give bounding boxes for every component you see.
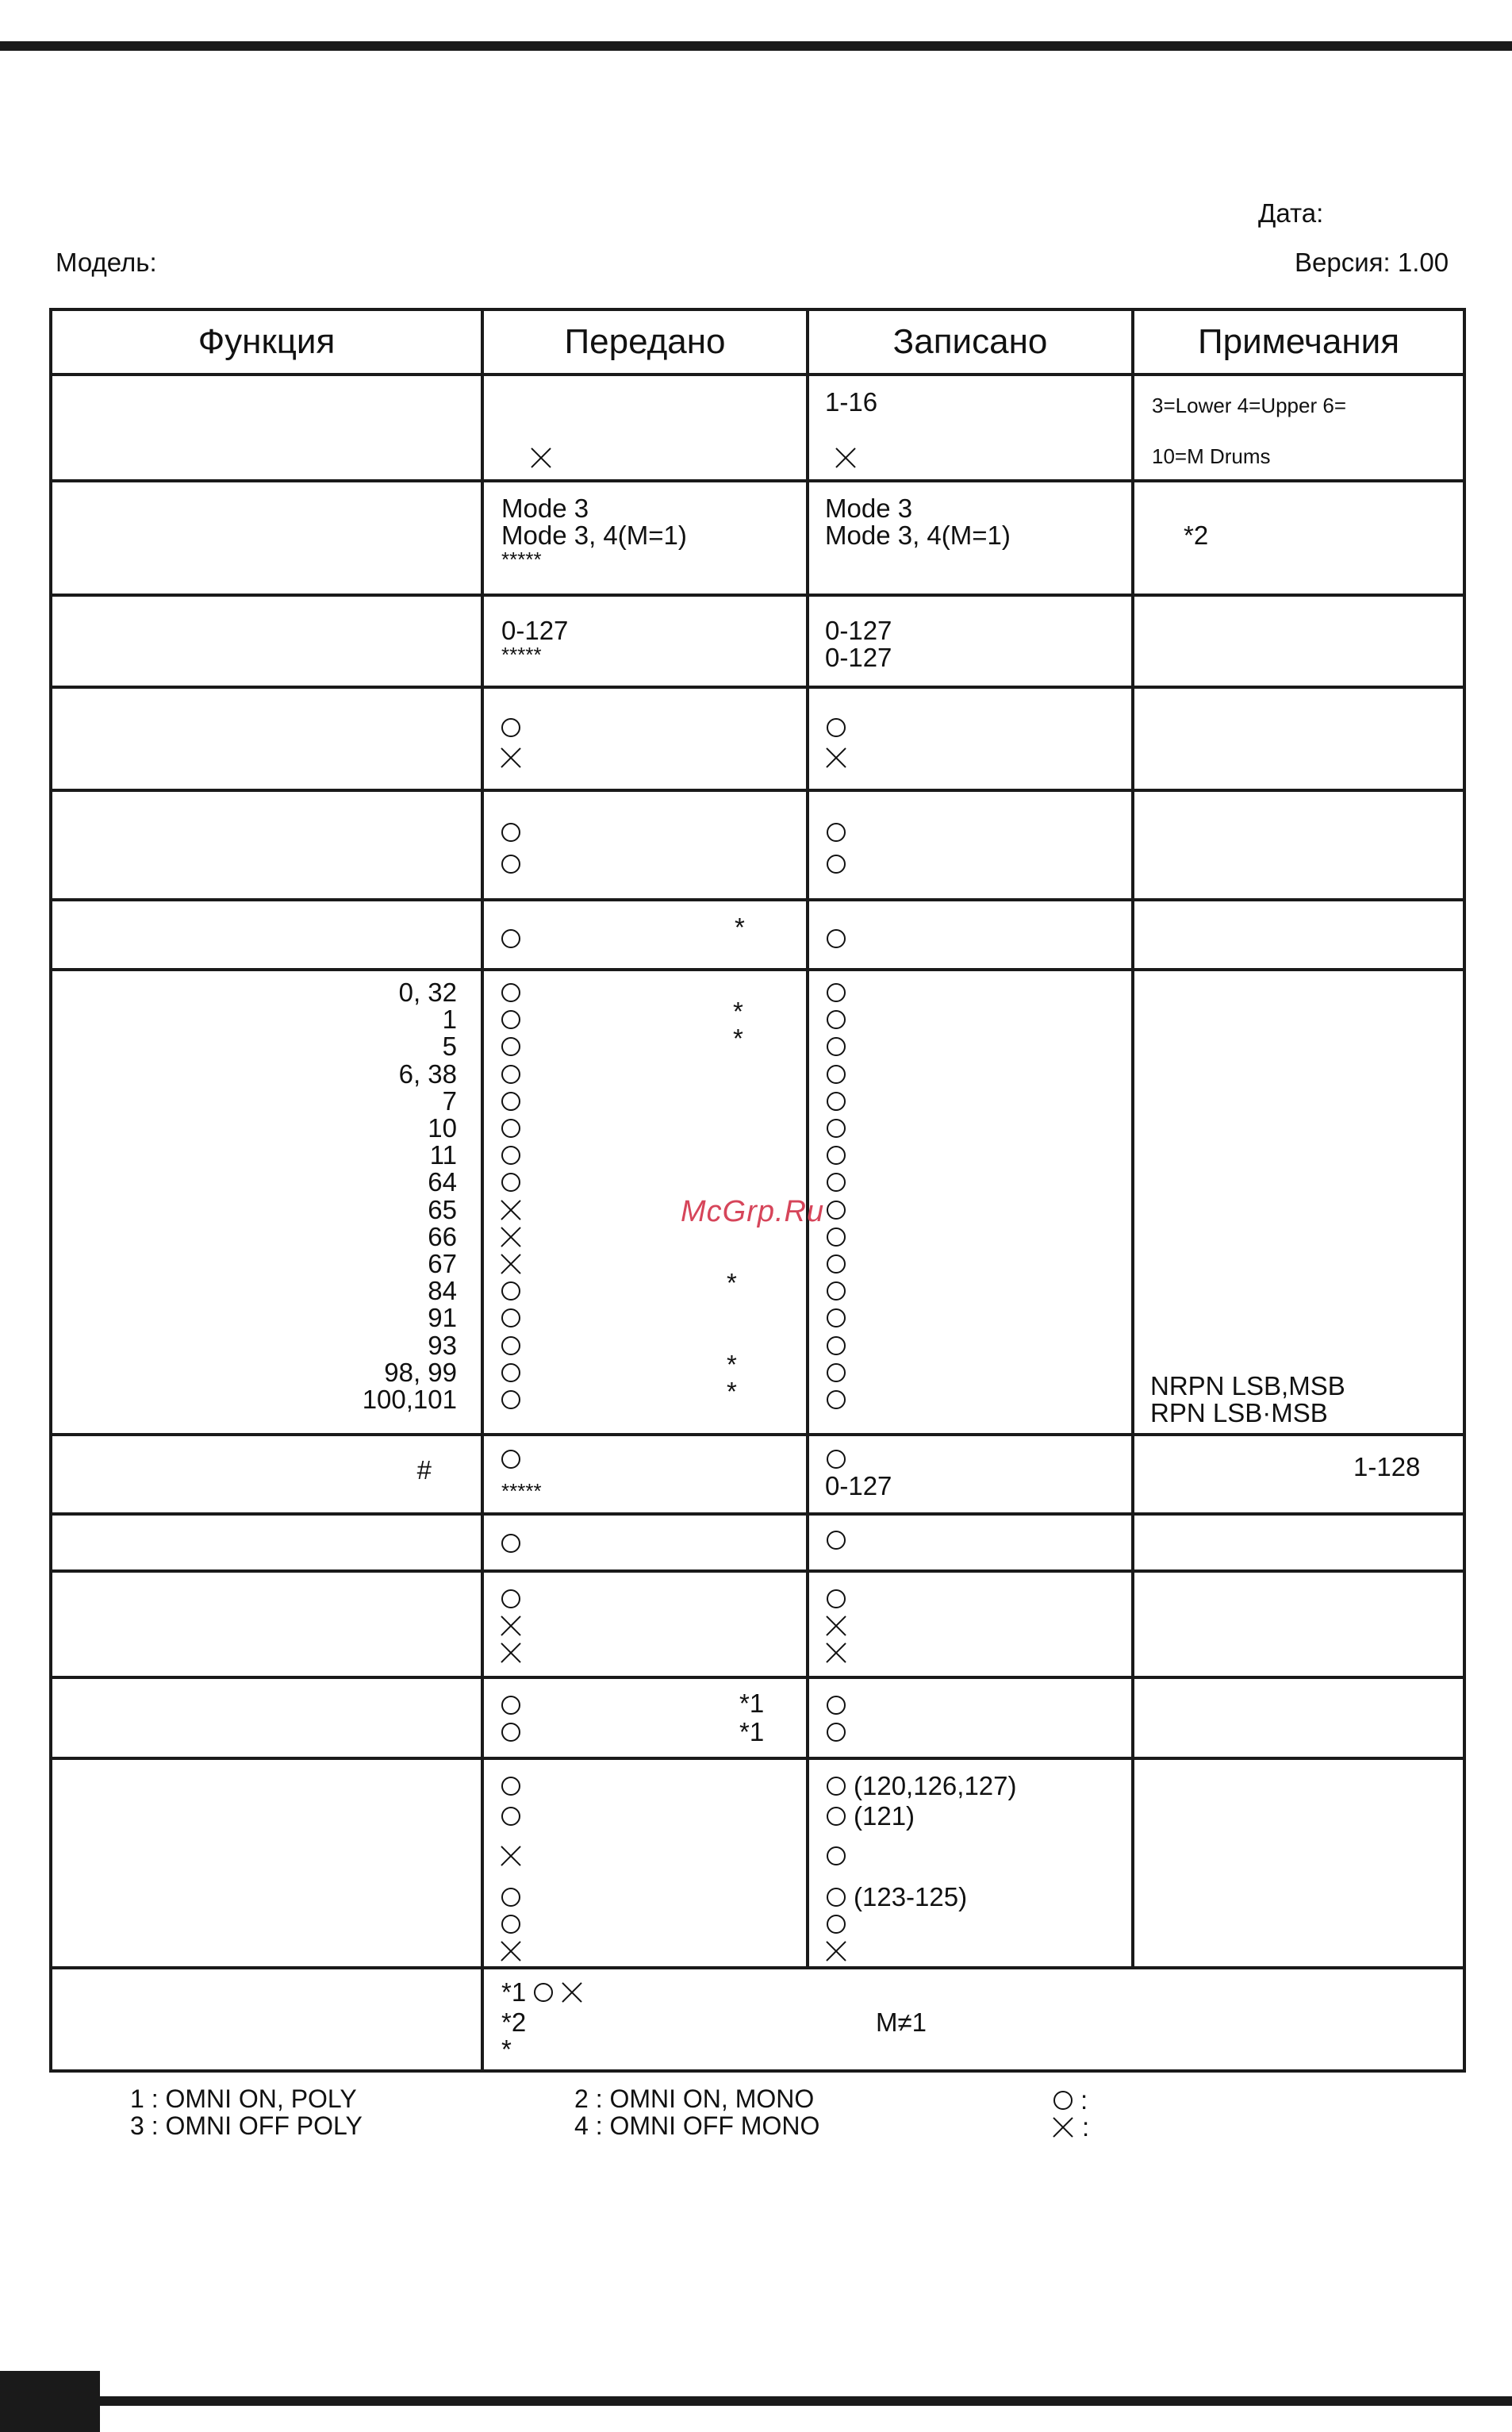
cross-icon	[561, 1981, 583, 2004]
function-cell	[51, 1514, 482, 1571]
date-label: Дата:	[1258, 198, 1324, 228]
circle-icon	[1053, 2091, 1073, 2110]
recognized-cell	[808, 1758, 1133, 1968]
recognized-cell	[808, 1571, 1133, 1677]
transmitted-value: 0-127	[501, 616, 569, 645]
cross-icon	[500, 1940, 522, 1962]
recognized-value: Mode 3, 4(M=1)	[825, 521, 1011, 550]
cross-icon	[500, 1253, 522, 1275]
recognized-value: (120,126,127)	[854, 1771, 1017, 1800]
circle-icon	[501, 1777, 520, 1796]
recognized-value: 1-16	[825, 387, 878, 417]
legend-yes-label: :	[1080, 2085, 1088, 2115]
remarks-text: 3=Lower 4=Upper 6=	[1152, 394, 1347, 417]
note-star: *	[733, 997, 743, 1027]
function-cell	[51, 970, 482, 1435]
circle-icon	[501, 1092, 520, 1111]
note-star: *	[733, 1024, 743, 1054]
circle-icon	[827, 1146, 846, 1165]
midi-implementation-table	[49, 308, 1466, 2073]
circle-icon	[827, 1723, 846, 1742]
note-star: *	[727, 1377, 737, 1406]
legend-mode-1: 1 : OMNI ON, POLY	[130, 2084, 357, 2113]
transmitted-cell	[482, 1677, 808, 1758]
cross-icon	[500, 747, 522, 769]
remarks-text: 1-128	[1353, 1452, 1421, 1481]
circle-icon	[827, 1254, 846, 1274]
circle-icon	[501, 1037, 520, 1056]
circle-icon	[827, 983, 846, 1002]
stars-text: *****	[501, 1479, 542, 1503]
circle-icon	[827, 1846, 846, 1865]
model-label: Модель:	[56, 248, 157, 277]
circle-icon	[501, 823, 520, 842]
page-tab-block	[0, 2371, 100, 2432]
legend-mode-3: 3 : OMNI OFF POLY	[130, 2111, 363, 2140]
legend-no	[1052, 2114, 1089, 2141]
function-cell	[51, 1435, 482, 1514]
remarks-cell	[1133, 970, 1464, 1435]
circle-icon	[827, 1915, 846, 1934]
remarks-cell	[1133, 595, 1464, 687]
circle-icon	[827, 1390, 846, 1409]
function-cell	[51, 790, 482, 900]
recognized-value: 0-127	[825, 643, 892, 672]
circle-icon	[827, 1308, 846, 1327]
transmitted-value: Mode 3	[501, 494, 589, 523]
cross-icon	[835, 447, 857, 469]
controller-number: 1	[442, 1005, 457, 1035]
cross-icon	[500, 1642, 522, 1664]
recognized-value: Mode 3	[825, 494, 913, 523]
circle-icon	[501, 929, 520, 948]
cross-icon	[500, 1199, 522, 1221]
recognized-value: 0-127	[825, 616, 892, 645]
recognized-cell	[808, 481, 1133, 595]
recognized-cell	[808, 900, 1133, 970]
version-label: Версия: 1.00	[1295, 248, 1449, 277]
transmitted-cell	[482, 1514, 808, 1571]
top-rule	[0, 41, 1512, 51]
circle-icon	[501, 1915, 520, 1934]
circle-icon	[501, 1173, 520, 1192]
transmitted-cell	[482, 900, 808, 970]
cross-icon	[500, 1615, 522, 1637]
recognized-cell	[808, 1677, 1133, 1758]
recognized-cell	[808, 1435, 1133, 1514]
footnote-ref: *2	[501, 2007, 527, 2037]
circle-icon	[827, 1888, 846, 1907]
legend-yes	[1053, 2087, 1088, 2114]
controller-number: 0, 32	[398, 978, 457, 1007]
controller-number: 93	[428, 1330, 457, 1360]
footnote-ref: *1	[739, 1689, 765, 1718]
circle-icon	[501, 1589, 520, 1608]
circle-icon	[827, 1281, 846, 1301]
circle-icon	[827, 1201, 846, 1220]
circle-icon	[827, 1696, 846, 1715]
remarks-text: RPN LSB·MSB	[1150, 1398, 1328, 1427]
remarks-cell	[1133, 481, 1464, 595]
circle-icon	[827, 1589, 846, 1608]
circle-icon	[827, 855, 846, 874]
controller-number: 7	[442, 1085, 457, 1116]
table-row	[51, 1571, 1464, 1677]
circle-icon	[827, 929, 846, 948]
remarks-text: 10=M Drums	[1152, 444, 1271, 468]
remarks-text: *2	[1184, 521, 1209, 550]
circle-icon	[501, 1308, 520, 1327]
circle-icon	[827, 1336, 846, 1355]
circle-icon	[501, 1010, 520, 1029]
controller-number: 100,101	[362, 1385, 457, 1414]
table-row	[51, 790, 1464, 900]
cross-icon	[825, 1615, 847, 1637]
remarks-cell	[1133, 790, 1464, 900]
controller-number: 5	[442, 1032, 457, 1062]
note-star: *	[735, 912, 745, 942]
controller-number: 64	[428, 1167, 457, 1197]
circle-icon	[501, 1065, 520, 1084]
cross-icon	[1052, 2116, 1074, 2138]
function-cell	[51, 1571, 482, 1677]
remarks-cell	[1133, 1435, 1464, 1514]
footnote-ref: *	[501, 2034, 512, 2064]
remarks-cell	[1133, 1677, 1464, 1758]
transmitted-cell	[482, 1758, 808, 1968]
transmitted-cell	[482, 1435, 808, 1514]
controller-number: 65	[428, 1194, 457, 1224]
table-row	[51, 1435, 1464, 1514]
table-row	[51, 481, 1464, 595]
controller-number: 67	[428, 1249, 457, 1278]
bottom-rule	[0, 2396, 1512, 2406]
table-row	[51, 1677, 1464, 1758]
circle-icon	[501, 1146, 520, 1165]
remarks-cell	[1133, 375, 1464, 481]
circle-icon	[501, 1723, 520, 1742]
controller-number: 10	[428, 1113, 457, 1143]
note-star: *	[727, 1349, 737, 1379]
recognized-value: (121)	[854, 1801, 915, 1831]
footnote-ref: *1	[739, 1717, 765, 1746]
circle-icon	[501, 1534, 520, 1553]
circle-icon	[827, 1363, 846, 1382]
watermark: McGrp.Ru	[681, 1195, 825, 1228]
controller-number: 91	[428, 1303, 457, 1333]
legend-mode-2: 2 : OMNI ON, MONO	[574, 2084, 815, 2113]
circle-icon	[827, 718, 846, 737]
cross-icon	[825, 1940, 847, 1962]
recognized-cell	[808, 790, 1133, 900]
stars-text: *****	[501, 547, 542, 571]
circle-icon	[827, 1807, 846, 1826]
recognized-value: 0-127	[825, 1471, 892, 1500]
controller-number: 84	[428, 1276, 457, 1306]
column-header-remarks: Примечания	[1133, 309, 1464, 375]
recognized-cell	[808, 687, 1133, 790]
circle-icon	[827, 1228, 846, 1247]
function-cell	[51, 1677, 482, 1758]
circle-icon	[501, 1450, 520, 1469]
circle-icon	[827, 1065, 846, 1084]
recognized-cell	[808, 595, 1133, 687]
legend-no-label: :	[1082, 2112, 1090, 2142]
remarks-cell	[1133, 687, 1464, 790]
cross-icon	[500, 1845, 522, 1867]
table-row	[51, 375, 1464, 481]
footnote-text: M≠1	[876, 2007, 927, 2037]
remarks-cell	[1133, 1571, 1464, 1677]
circle-icon	[501, 983, 520, 1002]
circle-icon	[501, 1807, 520, 1826]
function-cell	[51, 375, 482, 481]
transmitted-cell	[482, 687, 808, 790]
cross-icon	[825, 747, 847, 769]
circle-icon	[501, 1336, 520, 1355]
function-label: #	[416, 1455, 432, 1485]
transmitted-value: Mode 3, 4(M=1)	[501, 521, 687, 550]
recognized-cell	[808, 970, 1133, 1435]
remarks-text: NRPN LSB,MSB	[1150, 1371, 1345, 1400]
remarks-cell	[1133, 1514, 1464, 1571]
recognized-value: (123-125)	[854, 1882, 968, 1911]
circle-icon	[501, 1119, 520, 1138]
circle-icon	[501, 1363, 520, 1382]
controller-number: 11	[429, 1140, 457, 1170]
column-header-function: Функция	[51, 309, 482, 375]
circle-icon	[827, 1010, 846, 1029]
notes-cell	[482, 1968, 1464, 2071]
transmitted-cell	[482, 1571, 808, 1677]
table-row	[51, 1514, 1464, 1571]
table-row	[51, 595, 1464, 687]
transmitted-cell	[482, 595, 808, 687]
circle-icon	[501, 1696, 520, 1715]
circle-icon	[501, 855, 520, 874]
table-row	[51, 687, 1464, 790]
function-cell	[51, 595, 482, 687]
cross-icon	[500, 1226, 522, 1248]
transmitted-cell	[482, 375, 808, 481]
function-cell	[51, 900, 482, 970]
remarks-cell	[1133, 900, 1464, 970]
circle-icon	[501, 1281, 520, 1301]
controller-number: 6, 38	[398, 1058, 457, 1089]
controller-number: 66	[428, 1221, 457, 1251]
note-star: *	[727, 1268, 737, 1298]
cross-icon	[825, 1642, 847, 1664]
circle-icon	[501, 718, 520, 737]
table-row	[51, 1758, 1464, 1968]
legend-mode-4: 4 : OMNI OFF MONO	[574, 2111, 820, 2140]
circle-icon	[501, 1888, 520, 1907]
footnote-ref: *1	[501, 1977, 527, 2007]
circle-icon	[534, 1983, 553, 2002]
column-header-recognized: Записано	[808, 309, 1133, 375]
circle-icon	[827, 1450, 846, 1469]
stars-text: *****	[501, 643, 542, 667]
circle-icon	[827, 1777, 846, 1796]
circle-icon	[827, 1092, 846, 1111]
circle-icon	[827, 1037, 846, 1056]
circle-icon	[501, 1390, 520, 1409]
transmitted-cell	[482, 481, 808, 595]
controller-number: 98, 99	[384, 1357, 457, 1387]
remarks-cell	[1133, 1758, 1464, 1968]
function-cell	[51, 687, 482, 790]
column-header-transmitted: Передано	[482, 309, 808, 375]
table-row	[51, 1968, 1464, 2071]
table-row	[51, 900, 1464, 970]
circle-icon	[827, 1531, 846, 1550]
recognized-cell	[808, 375, 1133, 481]
function-cell	[51, 481, 482, 595]
circle-icon	[827, 823, 846, 842]
circle-icon	[827, 1119, 846, 1138]
recognized-cell	[808, 1514, 1133, 1571]
function-cell	[51, 1968, 482, 2071]
function-cell	[51, 1758, 482, 1968]
cross-icon	[530, 447, 552, 469]
circle-icon	[827, 1173, 846, 1192]
transmitted-cell	[482, 790, 808, 900]
